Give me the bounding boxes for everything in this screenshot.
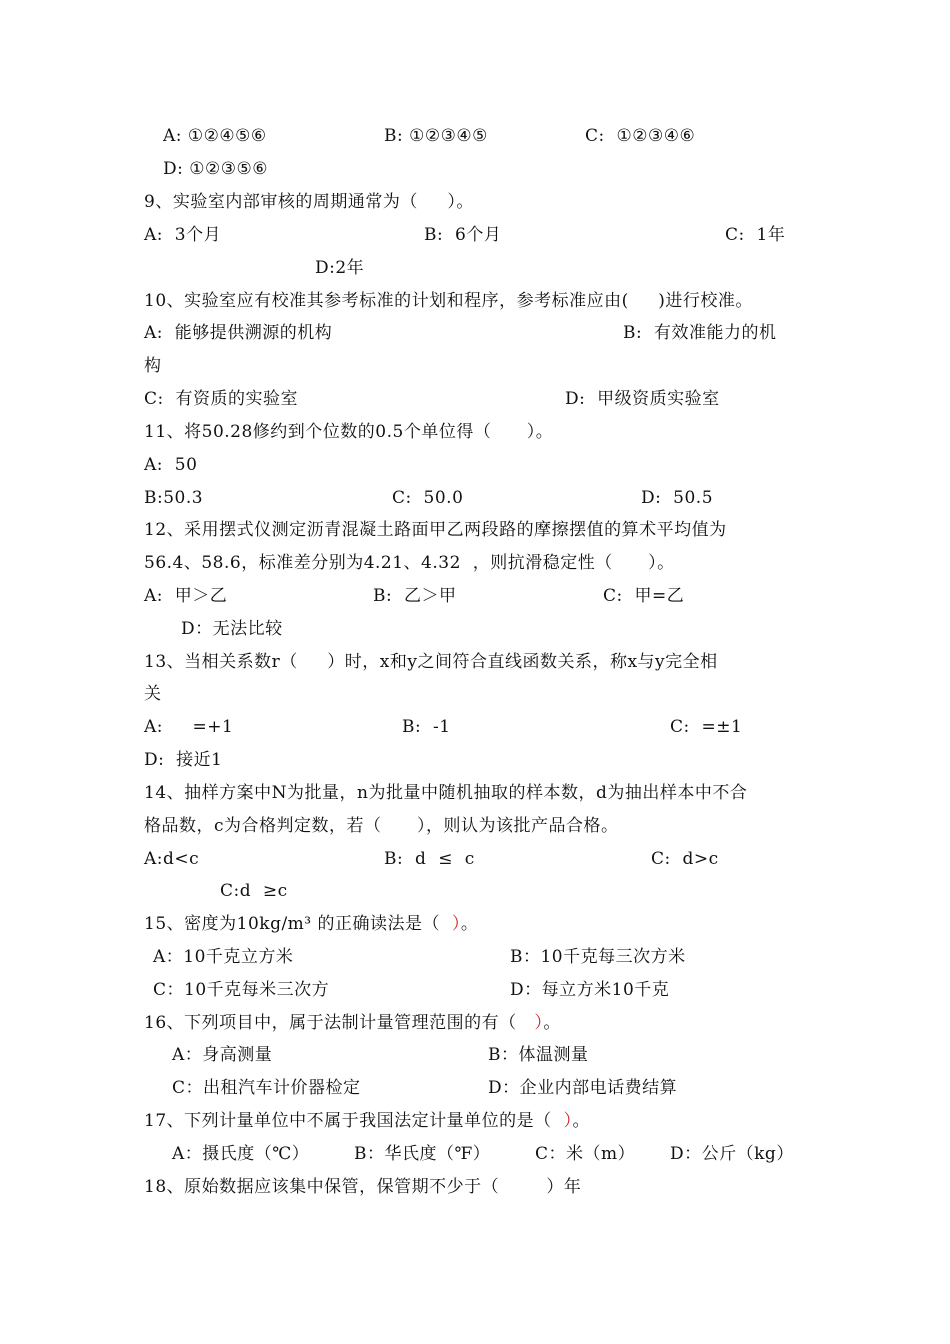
q13-option-b: B: -1 bbox=[402, 717, 451, 737]
q8-option-c: C: ①②③④⑥ bbox=[585, 126, 696, 146]
q15-stem-text: 15、密度为10kg/m³ 的正确读法是（ bbox=[144, 914, 452, 934]
q9-option-c: C: 1年 bbox=[725, 225, 786, 245]
q15-option-a: A：10千克立方米 bbox=[153, 947, 294, 967]
q9-option-a: A: 3个月 bbox=[144, 225, 222, 245]
q17-option-a: A：摄氏度（℃） bbox=[172, 1144, 310, 1164]
q10-option-c: C: 有资质的实验室 bbox=[144, 389, 299, 409]
q12-stem-line1: 12、采用摆式仪测定沥青混凝土路面甲乙两段路的摩擦摆值的算术平均值为 bbox=[144, 520, 727, 540]
q13-stem-line1: 13、当相关系数r（ ）时，x和y之间符合直线函数关系，称x与y完全相 bbox=[144, 652, 718, 672]
q16-stem-end: 。 bbox=[543, 1013, 561, 1033]
q10-stem: 10、实验室应有校准其参考标准的计划和程序，参考标准应由( )进行校准。 bbox=[144, 291, 753, 311]
q16-option-d: D：企业内部电话费结算 bbox=[488, 1078, 678, 1098]
q16-option-a: A：身高测量 bbox=[172, 1045, 273, 1065]
q12-stem-line2: 56.4、58.6，标准差分别为4.21、4.32 ，则抗滑稳定性（ ）。 bbox=[144, 553, 675, 573]
q18-stem: 18、原始数据应该集中保管，保管期不少于（ ）年 bbox=[144, 1177, 582, 1197]
q14-option-b: B: d ≤ c bbox=[384, 849, 475, 869]
q12-option-d: D：无法比较 bbox=[181, 619, 283, 639]
q15-stem-end: 。 bbox=[460, 914, 479, 934]
q9-stem: 9、实验室内部审核的周期通常为（ ）。 bbox=[144, 192, 474, 212]
q11-stem: 11、将50.28修约到个位数的0.5个单位得（ ）。 bbox=[144, 422, 554, 442]
q13-option-a: A: =+1 bbox=[144, 717, 234, 737]
q17-answer-paren: ） bbox=[563, 1111, 573, 1131]
q15-option-d: D：每立方米10千克 bbox=[510, 980, 670, 1000]
q11-option-d: D: 50.5 bbox=[641, 488, 714, 508]
q16-option-c: C：出租汽车计价器检定 bbox=[172, 1078, 361, 1098]
q8-option-b: B: ①②③④⑤ bbox=[384, 126, 488, 146]
q14-stem-line2: 格品数，c为合格判定数，若（ ），则认为该批产品合格。 bbox=[144, 816, 619, 836]
q15-stem bbox=[144, 914, 478, 934]
q13-option-d: D: 接近1 bbox=[144, 750, 223, 770]
q11-option-c: C: 50.0 bbox=[392, 488, 464, 508]
q15-option-b: B：10千克每三次方米 bbox=[510, 947, 686, 967]
q16-option-b: B：体温测量 bbox=[488, 1045, 589, 1065]
q14-option-c: C: d>c bbox=[651, 849, 719, 869]
q15-option-c: C：10千克每米三次方 bbox=[153, 980, 330, 1000]
q8-option-a: A: ①②④⑤⑥ bbox=[163, 126, 267, 146]
q10-option-b: B: 有效准能力的机 bbox=[623, 323, 777, 343]
q10-option-a: A: 能够提供溯源的机构 bbox=[144, 323, 333, 343]
q14-option-d: C:d ≥c bbox=[220, 881, 288, 901]
q15-answer-paren: ） bbox=[451, 914, 461, 934]
q9-option-b: B: 6个月 bbox=[424, 225, 502, 245]
q12-option-c: C: 甲=乙 bbox=[603, 586, 685, 606]
q16-stem bbox=[144, 1013, 561, 1033]
q10-option-b-continuation: 构 bbox=[144, 356, 162, 376]
q14-stem-line1: 14、抽样方案中N为批量，n为批量中随机抽取的样本数，d为抽出样本中不合 bbox=[144, 783, 748, 803]
q8-option-d: D: ①②③⑤⑥ bbox=[163, 159, 268, 179]
q12-option-b: B: 乙＞甲 bbox=[373, 586, 457, 606]
q13-stem-line2: 关 bbox=[144, 684, 162, 704]
q17-stem-end: 。 bbox=[572, 1111, 590, 1131]
q11-option-b: B:50.3 bbox=[144, 488, 204, 508]
q17-option-d: D：公斤（kg） bbox=[670, 1144, 794, 1164]
q16-answer-paren: ） bbox=[534, 1013, 544, 1033]
q17-option-c: C：米（m） bbox=[535, 1144, 636, 1164]
q10-option-d: D: 甲级资质实验室 bbox=[565, 389, 720, 409]
q16-stem-text: 16、下列项目中，属于法制计量管理范围的有（ bbox=[144, 1013, 535, 1033]
q17-stem bbox=[144, 1111, 590, 1131]
q13-option-c: C: =±1 bbox=[670, 717, 743, 737]
q17-stem-text: 17、下列计量单位中不属于我国法定计量单位的是（ bbox=[144, 1111, 564, 1131]
q12-option-a: A: 甲＞乙 bbox=[144, 586, 228, 606]
q9-option-d: D:2年 bbox=[315, 258, 365, 278]
q11-option-a: A: 50 bbox=[144, 455, 198, 475]
q17-option-b: B：华氏度（℉） bbox=[354, 1144, 491, 1164]
q14-option-a: A:d<c bbox=[144, 849, 200, 869]
